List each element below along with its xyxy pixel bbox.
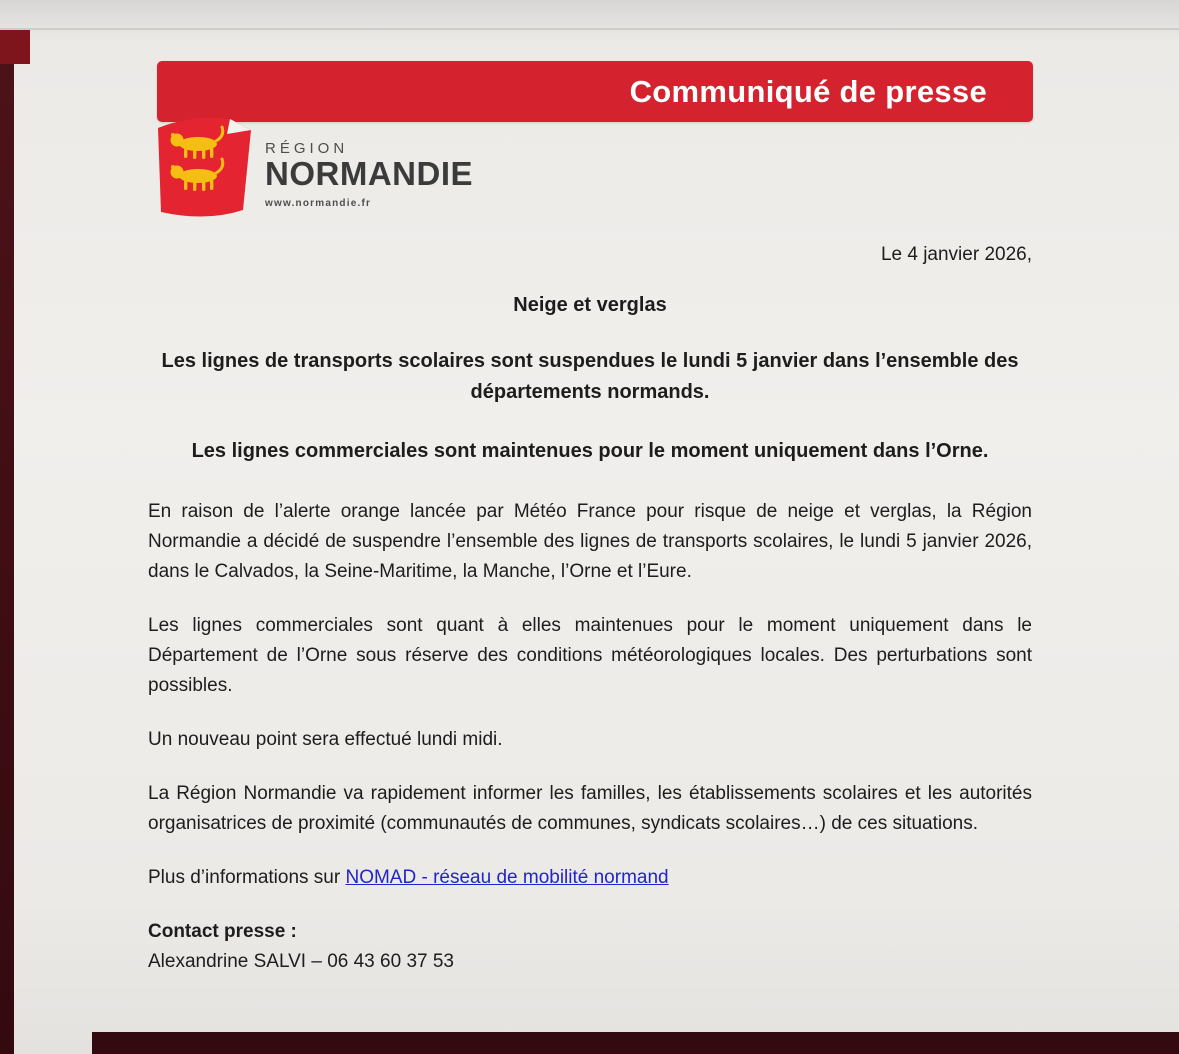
logo-text: [265, 140, 473, 209]
document-heading: Les lignes commerciales sont maintenues pour le moment uniquement dans l’Orne.: [191, 440, 989, 462]
logo-name-label: NORMANDIE: [265, 155, 473, 192]
normandy-flag-icon: [154, 110, 258, 222]
body-paragraph: Un nouveau point sera effectué lundi midi.: [148, 729, 503, 750]
logo-region-label: RÉGION: [265, 140, 349, 157]
contact-press-details: Alexandrine SALVI – 06 43 60 37 53: [148, 951, 454, 972]
date-line: Le 4 janvier 2026,: [880, 244, 1032, 265]
more-info-prefix: Plus d’informations sur: [148, 867, 346, 888]
region-normandie-logo: [154, 110, 473, 222]
banner-title: Communiqué de presse: [629, 73, 987, 109]
more-info-line: [148, 863, 1032, 893]
body-paragraph: La Région Normandie va rapidement informer les familles, les établissements scolaires et les autorités organisatrices de proximité (communautés de communes, syndicats scolaires…) de ces situations.: [148, 783, 1032, 834]
photo-top-edge: [0, 28, 1179, 30]
document-title: Neige et verglas: [513, 294, 667, 316]
body-paragraph: Les lignes commerciales sont quant à elles maintenues pour le moment uniquement dans le Département de l’Orne sous réserve des conditions météorologiques locales. Des perturbations sont possibles.: [148, 615, 1032, 696]
contact-press-label: Contact presse :: [148, 921, 297, 942]
left-strip-cap: [0, 30, 30, 64]
press-release-body: [148, 240, 1032, 977]
body-paragraph: En raison de l’alerte orange lancée par Météo France pour risque de neige et verglas, la Région Normandie a décidé de suspendre l’ensemble des lignes de transports scolaires, le lundi 5 janvier 2026, dans le Calvados, la Seine-Maritime, la Manche, l’Orne et l’Eure.: [148, 501, 1032, 582]
left-maroon-strip: [0, 30, 14, 1054]
document-heading: Les lignes de transports scolaires sont suspendues le lundi 5 janvier dans l’ensemble des départements normands.: [161, 350, 1019, 403]
logo-website: www.normandie.fr: [265, 197, 372, 209]
nomad-link[interactable]: NOMAD - réseau de mobilité normand: [345, 867, 669, 888]
bottom-maroon-strip: [92, 1032, 1179, 1054]
